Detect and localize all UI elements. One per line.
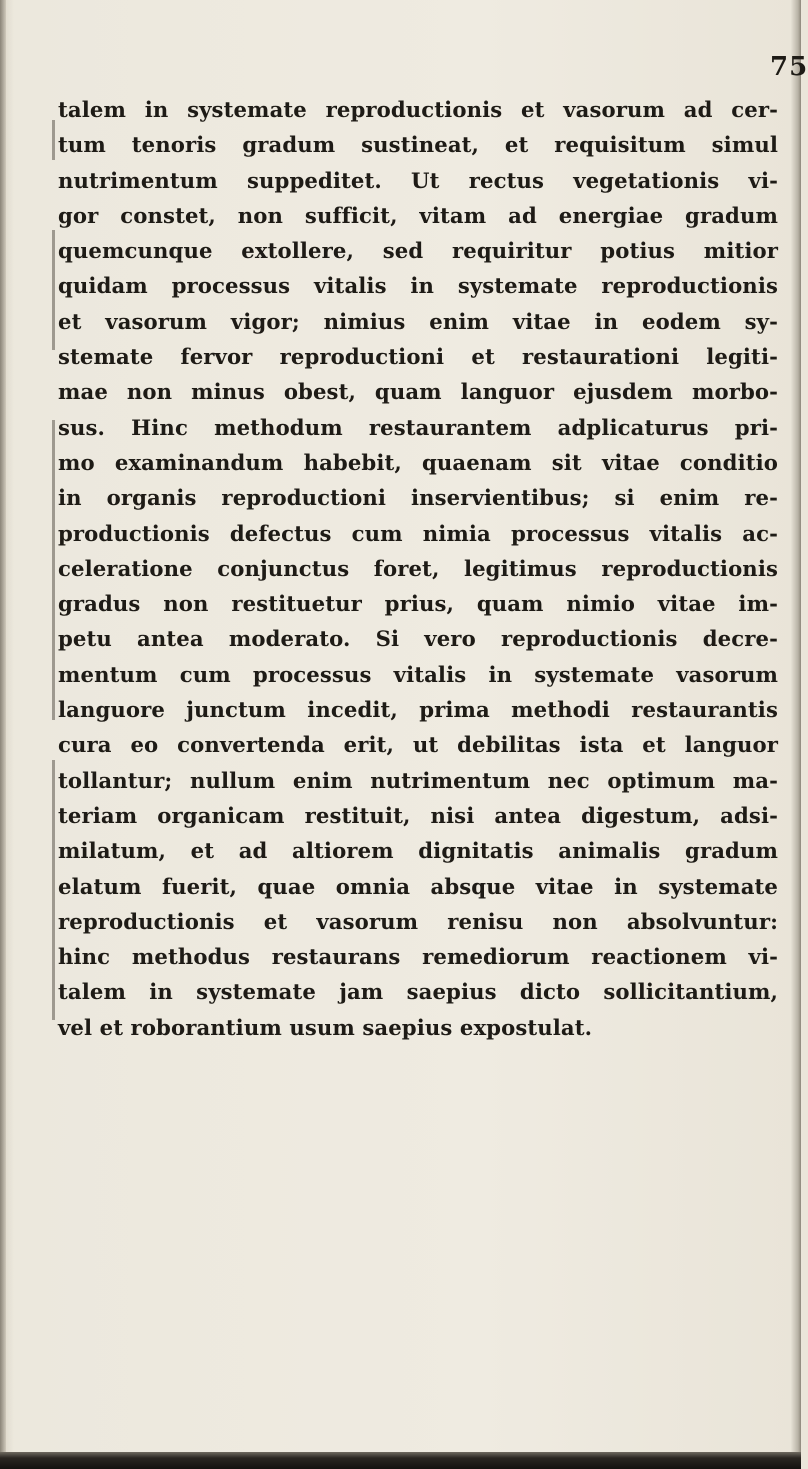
text-line: mo examinandum habebit, quaenam sit vitae conditio [58,449,778,475]
text-line: languore junctum incedit, prima methodi restaurantis [58,697,778,723]
page-left-edge [0,0,6,1469]
text-line: quidam processus vitalis in systemate reproductionis [58,273,778,299]
text-line: et vasorum vigor; nimius enim vitae in eodem sy- [58,308,778,334]
margin-mark [52,760,55,1020]
text-line: tum tenoris gradum sustineat, et requisitum simul [58,132,778,158]
text-line: productionis defectus cum nimia processus vitalis ac- [58,520,778,546]
text-line: stemate fervor reproductioni et restaurationi legiti- [58,344,778,370]
page-number: 75 [770,52,808,82]
text-line: tollantur; nullum enim nutrimentum nec optimum ma- [58,767,778,793]
margin-mark [52,230,55,350]
text-line: nutrimentum suppeditet. Ut rectus vegetationis vi- [58,167,778,193]
text-line: talem in systemate jam saepius dicto sollicitantium, [58,979,778,1005]
text-line: elatum fuerit, quae omnia absque vitae in systemate [58,873,778,899]
text-line: celeratione conjunctus foret, legitimus reproductionis [58,555,778,581]
text-line: talem in systemate reproductionis et vasorum ad cer- [58,97,778,122]
page-right-edge [791,0,801,1469]
text-line: reproductionis et vasorum renisu non absolvuntur: [58,908,778,934]
margin-mark [52,420,55,720]
text-line: sus. Hinc methodum restaurantem adplicaturus pri- [58,414,778,440]
text-line: cura eo convertenda erit, ut debilitas ista et languor [58,732,778,758]
text-line: vel et roborantium usum saepius expostulat. [58,1014,593,1040]
text-line: teriam organicam restituit, nisi antea digestum, adsi- [58,802,778,828]
margin-mark [52,120,55,160]
text-line: milatum, et ad altiorem dignitatis animalis gradum [58,838,778,864]
text-line: gradus non restituetur prius, quam nimio vitae im- [58,591,778,617]
text-line: hinc methodus restaurans remediorum reactionem vi- [58,944,778,970]
text-line: gor constet, non sufficit, vitam ad energiae gradum [58,202,778,228]
body-text [58,92,778,1045]
text-line: quemcunque extollere, sed requiritur potius mitior [58,238,778,264]
scan-bottom-edge [0,1452,801,1469]
text-line: mae non minus obest, quam languor ejusdem morbo- [58,379,778,405]
text-line: petu antea moderato. Si vero reproductionis decre- [58,626,778,652]
text-line: in organis reproductioni inservientibus; si enim re- [58,485,778,511]
text-line: mentum cum processus vitalis in systemate vasorum [58,661,778,687]
